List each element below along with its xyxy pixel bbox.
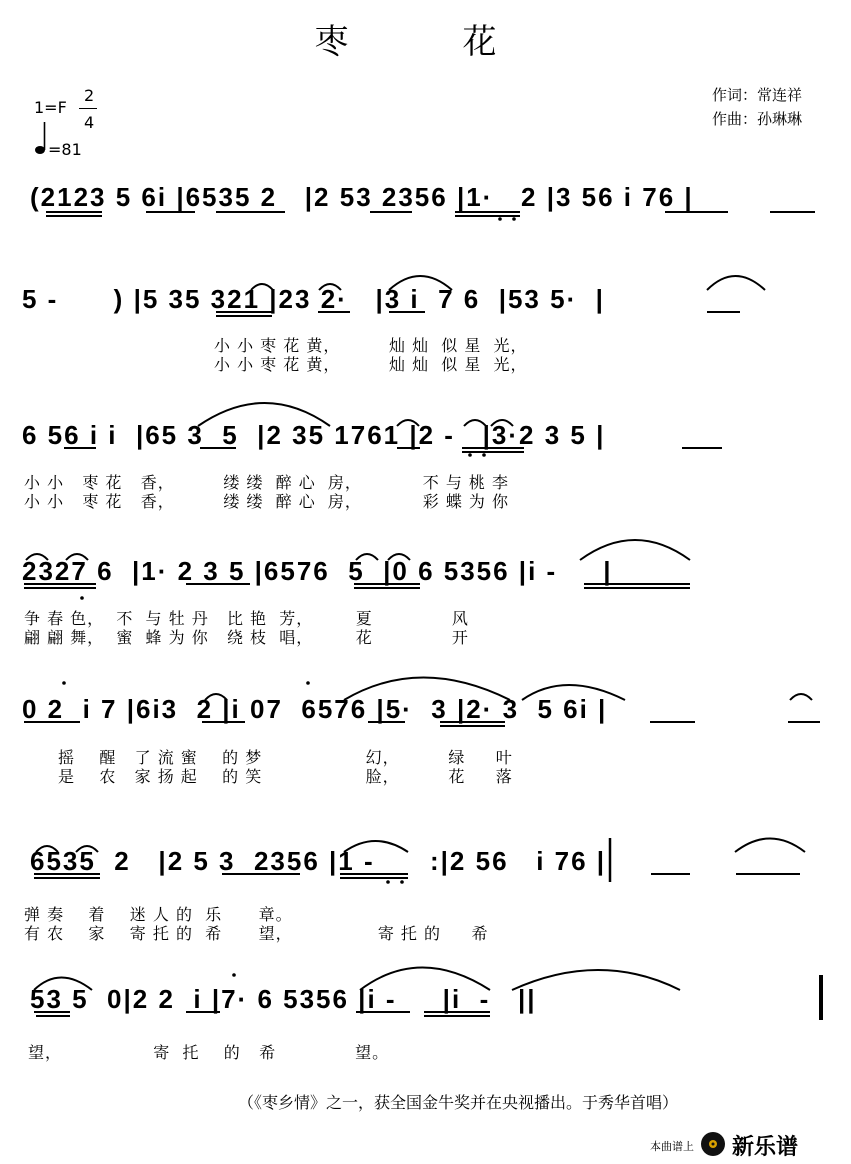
notation-row-7: 53 5 0|2 2 i |7· 6 5356 |i - |i - ||: [30, 984, 537, 1014]
time-signature-bottom: 4: [84, 113, 95, 132]
lyricist-credit: 作词：常连祥: [712, 86, 803, 104]
lyric-row-4-verse-1: 争 春 色， 不 与 牡 丹 比 艳 芳， 夏 风: [24, 609, 469, 628]
key-signature: 1=F: [34, 98, 67, 117]
notation-row-3: 6 56 i i |65 3 5 |2 35 1761 |2 - |3·2 3 5 |: [22, 420, 606, 450]
notation-row-6: 6535 2 |2 5 3 2356 |1 - :|2 56 i 76 |: [30, 846, 607, 876]
lyric-row-7-verse-1: 望， 寄 托 的 希 望。: [28, 1043, 390, 1062]
notation-row-4: 2327 6 |1· 2 3 5 |6576 5 |0 6 5356 |i - |: [22, 556, 613, 586]
tempo-marking: =81: [48, 140, 82, 159]
lyric-row-4-verse-2: 翩 翩 舞， 蜜 蜂 为 你 绕 枝 唱， 花 开: [24, 628, 469, 647]
lyric-row-2-verse-1: 小 小 枣 花 黄， 灿 灿 似 星 光，: [214, 336, 528, 355]
record-icon: [700, 1131, 726, 1161]
lyric-row-3-verse-1: 小 小 枣 花 香， 缕 缕 醉 心 房， 不 与 桃 李: [24, 473, 510, 492]
lyric-row-6-verse-2: 有 农 家 寄 托 的 希 望， 寄 托 的 希: [24, 924, 489, 943]
notation-row-2: 5 - ) |5 35 321 |23 2· |3 i 7 6 |53 5· |: [22, 284, 605, 314]
notation-row-1: (2123 5 6i |6535 2 |2 53 2356 |1· 2 |3 56 i 76 |: [30, 182, 694, 212]
watermark-brand: 新乐谱: [732, 1135, 799, 1160]
quarter-note-icon: [34, 120, 48, 160]
watermark-prefix: 本曲谱上: [650, 1139, 694, 1153]
lyric-row-5-verse-2: 是 农 家 扬 起 的 笑 脸， 花 落: [58, 767, 513, 786]
song-title: 枣 花: [314, 22, 537, 62]
time-signature-line: [79, 108, 97, 109]
time-signature-top: 2: [84, 86, 95, 105]
notation-row-5: 0 2 i 7 |6i3 2 |i 07 6576 |5· 3 |2· 3 5 6i |: [22, 694, 608, 724]
footnote: （《枣乡情》之一，获全国金牛奖并在央视播出。于秀华首唱）: [238, 1093, 679, 1112]
lyric-row-3-verse-2: 小 小 枣 花 香， 缕 缕 醉 心 房， 彩 蝶 为 你: [24, 492, 510, 511]
watermark: [650, 1130, 798, 1161]
composer-credit: 作曲：孙琳琳: [712, 110, 803, 128]
lyric-row-6-verse-1: 弹 奏 着 迷 人 的 乐 章。: [24, 905, 293, 924]
lyric-row-5-verse-1: 摇 醒 了 流 蜜 的 梦 幻， 绿 叶: [58, 748, 513, 767]
lyric-row-2-verse-2: 小 小 枣 花 黄， 灿 灿 似 星 光，: [214, 355, 528, 374]
